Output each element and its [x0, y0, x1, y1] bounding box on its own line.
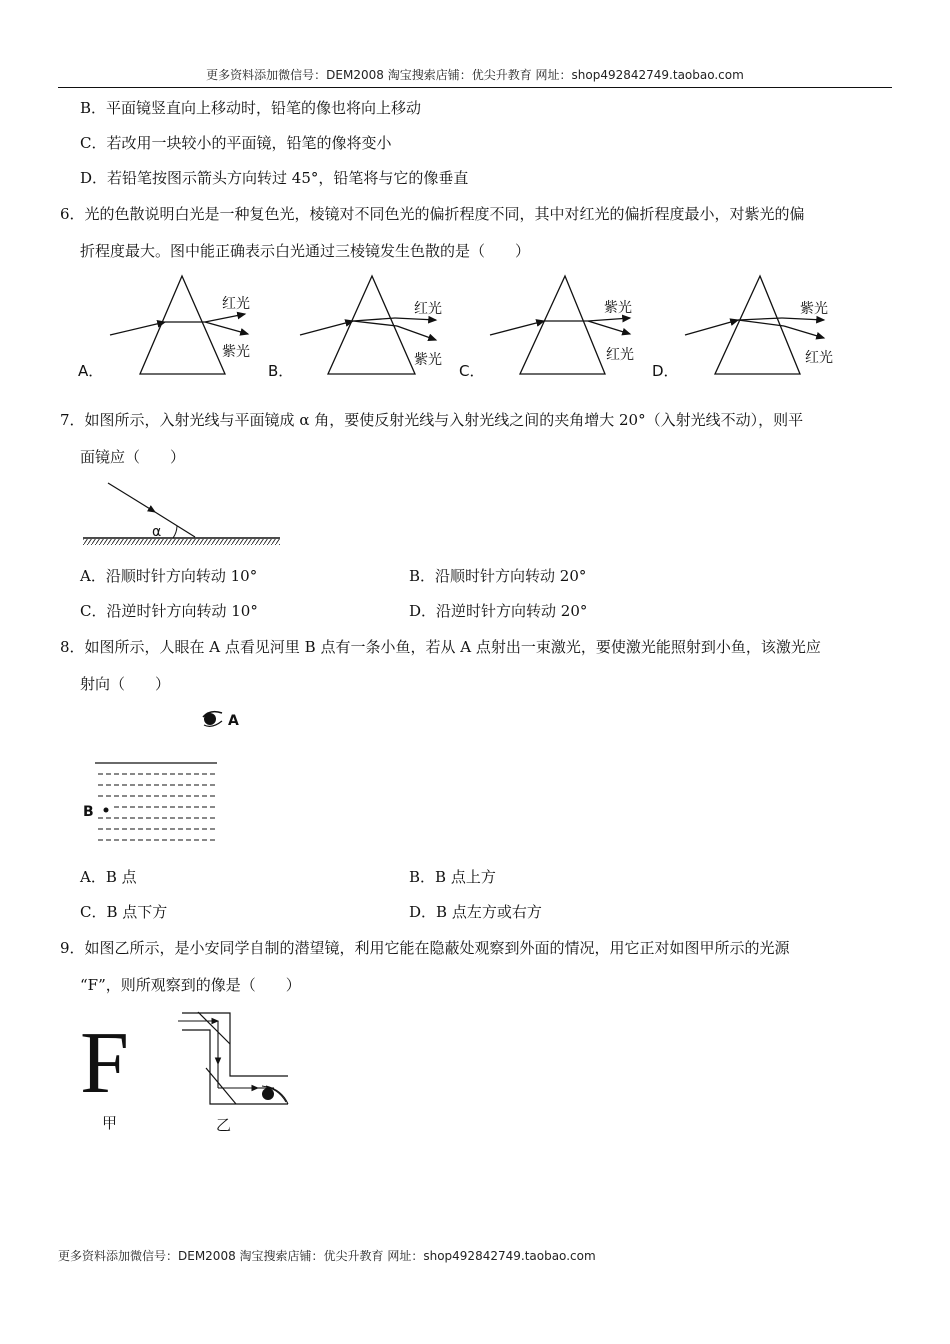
- eye-icon: [262, 1086, 288, 1104]
- q8-option-c: C．B 点下方: [80, 903, 168, 921]
- q8-option-b: B．B 点上方: [409, 868, 496, 886]
- q7-stem-line2: 面镜应（ ）: [80, 448, 186, 466]
- q6-prism-d: [685, 276, 824, 374]
- q9-periscope-diagram: [170, 1008, 300, 1110]
- q6-label-a: A．: [78, 362, 104, 380]
- q9-label-jia: 甲: [102, 1114, 118, 1132]
- q6-b-red-label: 红光: [414, 301, 442, 317]
- q6-stem-line1: 6．光的色散说明白光是一种复色光，棱镜对不同色光的偏折程度不同，其中对红光的偏折程度最小，对紫光的偏: [60, 205, 805, 223]
- q7-option-a: A．沿顺时针方向转动 10°: [80, 567, 258, 585]
- q6-d-violet-label: 紫光: [800, 301, 828, 317]
- q6-prism-diagrams: [70, 268, 870, 383]
- q6-a-red-label: 红光: [222, 296, 250, 312]
- q7-option-c: C．沿逆时针方向转动 10°: [80, 602, 258, 620]
- page-footer: 更多资料添加微信号：DEM2008 淘宝搜索店铺：优尖升教育 网址：shop492842749.taobao.com: [58, 1249, 596, 1263]
- q8-option-a: A．B 点: [80, 868, 137, 886]
- q8-stem-line2: 射向（ ）: [80, 675, 171, 693]
- q6-label-d: D．: [652, 362, 679, 380]
- q9-stem-line1: 9．如图乙所示，是小安同学自制的潜望镜，利用它能在隐蔽处观察到外面的情况，用它正对如图甲所示的光源: [60, 939, 790, 957]
- q6-c-violet-label: 紫光: [604, 300, 632, 316]
- q6-label-b: B．: [268, 362, 294, 380]
- q6-d-red-label: 红光: [805, 350, 833, 366]
- q5-option-d: D．若铅笔按图示箭头方向转过 45°，铅笔将与它的像垂直: [80, 169, 469, 187]
- q6-label-c: C．: [459, 362, 485, 380]
- q5-option-b: B．平面镜竖直向上移动时，铅笔的像也将向上移动: [80, 99, 422, 117]
- fish-point: [104, 808, 109, 813]
- q9-stem-line2: “F”，则所观察到的像是（ ）: [80, 976, 301, 994]
- q7-alpha-label: α: [152, 524, 162, 540]
- q6-a-violet-label: 紫光: [222, 344, 250, 360]
- header-divider: [58, 87, 892, 88]
- q6-stem-line2: 折程度最大。图中能正确表示白光通过三棱镜发生色散的是（ ）: [80, 242, 531, 260]
- q9-label-yi: 乙: [216, 1116, 232, 1134]
- q7-mirror-diagram: [80, 478, 285, 553]
- q9-source-f: F: [80, 1015, 129, 1112]
- q6-c-red-label: 红光: [606, 347, 634, 363]
- q5-option-c: C．若改用一块较小的平面镜，铅笔的像将变小: [80, 134, 392, 152]
- eye-icon: [203, 712, 222, 727]
- q7-option-d: D．沿逆时针方向转动 20°: [409, 602, 588, 620]
- page-header: 更多资料添加微信号：DEM2008 淘宝搜索店铺：优尖升教育 网址：shop492842749.taobao.com: [206, 68, 744, 82]
- q8-river-diagram: [80, 705, 260, 850]
- q8-point-b: B: [83, 804, 94, 820]
- q8-option-d: D．B 点左方或右方: [409, 903, 542, 921]
- q8-point-a: A: [228, 713, 239, 729]
- q7-option-b: B．沿顺时针方向转动 20°: [409, 567, 587, 585]
- q8-stem-line1: 8．如图所示，人眼在 A 点看见河里 B 点有一条小鱼，若从 A 点射出一束激光，要使激光能照射到小鱼，该激光应: [60, 638, 821, 656]
- q7-stem-line1: 7．如图所示，入射光线与平面镜成 α 角，要使反射光线与入射光线之间的夹角增大 20°（入射光线不动），则平: [60, 411, 804, 429]
- q6-b-violet-label: 紫光: [414, 352, 442, 368]
